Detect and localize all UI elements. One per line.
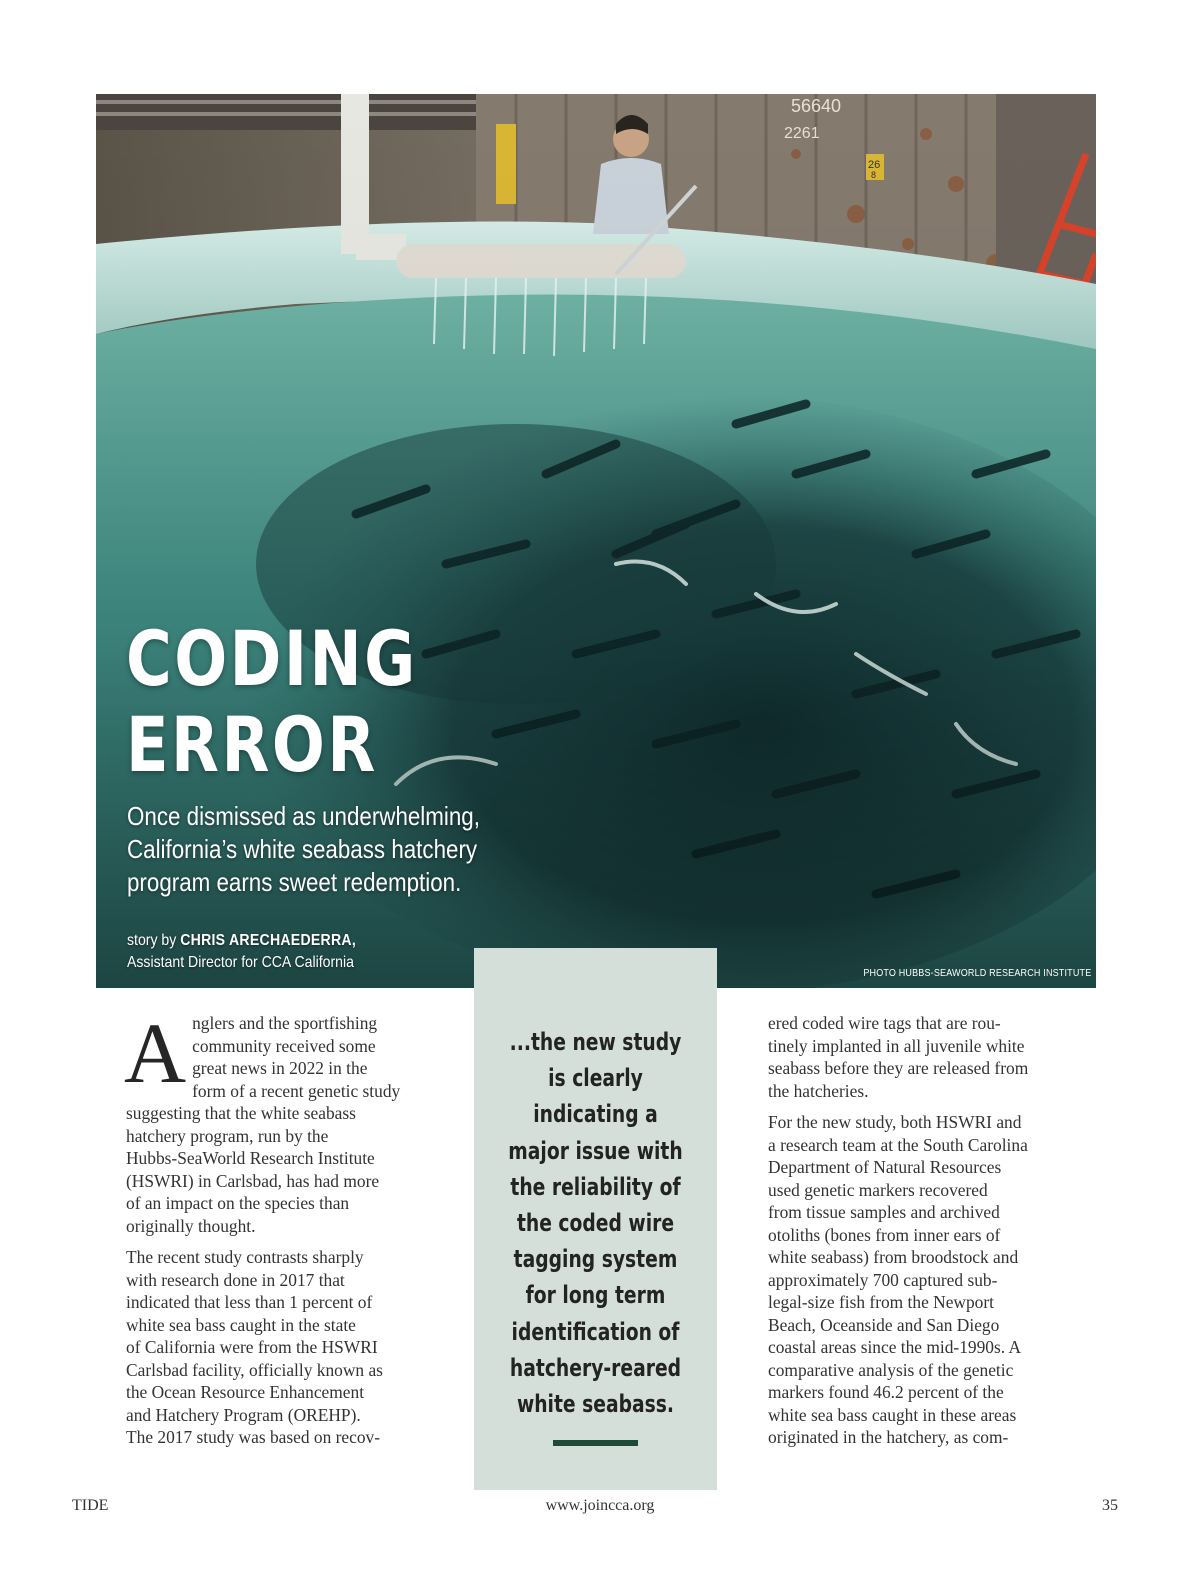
drop-cap: A bbox=[124, 1005, 187, 1101]
byline-author-row bbox=[127, 930, 356, 952]
byline-prefix: story by bbox=[127, 932, 181, 949]
text-line: hatchery program, run by the bbox=[126, 1125, 329, 1146]
text-line: of an impact on the species than bbox=[126, 1193, 350, 1213]
text-line: For the new study, both HSWRI and bbox=[768, 1112, 1022, 1132]
text-line: tinely implanted in all juvenile white bbox=[768, 1035, 1025, 1056]
article-paragraph-2 bbox=[126, 1246, 424, 1449]
article-paragraph-1 bbox=[124, 1005, 424, 1237]
pull-quote-line: white seabass. bbox=[516, 1390, 675, 1419]
text-line: suggesting that the white seabass bbox=[126, 1103, 356, 1123]
text-line: the Ocean Resource Enhancement bbox=[126, 1382, 365, 1402]
page-number: 35 bbox=[1102, 1497, 1118, 1514]
text-line: originated in the hatchery, as com- bbox=[768, 1427, 1009, 1447]
byline-title: Assistant Director for CCA California bbox=[127, 954, 354, 971]
pull-quote-line: identification of bbox=[511, 1317, 680, 1346]
text-line: great news in 2022 in the bbox=[192, 1058, 368, 1078]
pull-quote-line: for long term bbox=[525, 1281, 666, 1310]
text-line: Hubbs-SeaWorld Research Institute bbox=[126, 1148, 375, 1168]
pull-quote-line: is clearly bbox=[548, 1064, 643, 1093]
byline bbox=[127, 930, 356, 974]
text-line: used genetic markers recovered bbox=[768, 1179, 988, 1200]
pull-quote-box bbox=[474, 948, 717, 1490]
text-line: markers found 46.2 percent of the bbox=[768, 1382, 1004, 1402]
text-line: originally thought. bbox=[126, 1215, 256, 1236]
text-line: nglers and the sportfishing bbox=[192, 1013, 378, 1033]
dek-line: California’s white seabass hatchery bbox=[127, 834, 478, 864]
text-line: coastal areas since the mid-1990s. A bbox=[768, 1337, 1022, 1357]
hero-photo bbox=[96, 94, 1096, 988]
text-line: indicated that less than 1 percent of bbox=[126, 1292, 373, 1312]
dek-line: program earns sweet redemption. bbox=[127, 867, 462, 897]
text-line: Department of Natural Resources bbox=[768, 1157, 1002, 1177]
pull-quote bbox=[474, 1024, 717, 1422]
pull-quote-line: ...the new study bbox=[509, 1028, 682, 1056]
text-line: (HSWRI) in Carlsbad, has had more bbox=[126, 1170, 380, 1191]
article-column-left bbox=[124, 1005, 424, 1458]
text-line: and Hatchery Program (OREHP). bbox=[126, 1404, 361, 1425]
text-line: comparative analysis of the genetic bbox=[768, 1359, 1014, 1380]
pull-quote-line: major issue with bbox=[508, 1136, 683, 1165]
text-line: a research team at the South Carolina bbox=[768, 1134, 1028, 1155]
text-line: legal-size fish from the Newport bbox=[768, 1292, 995, 1312]
photo-credit: PHOTO HUBBS-SEAWORLD RESEARCH INSTITUTE bbox=[862, 968, 1091, 979]
text-line: Beach, Oceanside and San Diego bbox=[768, 1314, 1000, 1335]
text-line: Carlsbad facility, officially known as bbox=[126, 1359, 383, 1380]
text-line: with research done in 2017 that bbox=[126, 1269, 345, 1290]
text-line: seabass before they are released from bbox=[768, 1058, 1029, 1078]
text-line: white sea bass caught in these areas bbox=[768, 1404, 1017, 1425]
text-line: white sea bass caught in the state bbox=[126, 1314, 356, 1335]
text-line: form of a recent genetic study bbox=[192, 1080, 401, 1101]
pull-quote-rule bbox=[553, 1440, 638, 1446]
pull-quote-line: tagging system bbox=[513, 1245, 678, 1274]
headline-line-1: CODING bbox=[126, 614, 418, 703]
text-line: approximately 700 captured sub- bbox=[768, 1269, 998, 1290]
text-line: ered coded wire tags that are rou- bbox=[768, 1013, 1001, 1033]
text-line: The 2017 study was based on recov- bbox=[126, 1427, 381, 1447]
headline-line-2: ERROR bbox=[126, 700, 378, 789]
text-line: The recent study contrasts sharply bbox=[126, 1247, 364, 1267]
article-paragraph-4 bbox=[768, 1111, 1066, 1449]
article-paragraph-3 bbox=[768, 1012, 1066, 1102]
text-line: of California were from the HSWRI bbox=[126, 1337, 378, 1357]
article-column-right bbox=[768, 1012, 1066, 1458]
pull-quote-line: the coded wire bbox=[516, 1209, 675, 1238]
text-line: from tissue samples and archived bbox=[768, 1202, 1000, 1222]
article-headline bbox=[126, 616, 418, 788]
text-line: otoliths (bones from inner ears of bbox=[768, 1224, 1001, 1245]
text-line: the hatcheries. bbox=[768, 1080, 869, 1101]
byline-author: CHRIS ARECHAEDERRA, bbox=[180, 932, 357, 949]
footer-magazine-name: TIDE bbox=[72, 1497, 109, 1514]
text-line: white seabass) from broodstock and bbox=[768, 1247, 1019, 1267]
text-line: community received some bbox=[192, 1035, 376, 1056]
pull-quote-line: hatchery-reared bbox=[509, 1353, 682, 1382]
pull-quote-line: indicating a bbox=[533, 1100, 658, 1129]
pull-quote-line: the reliability of bbox=[510, 1172, 681, 1201]
footer-url-link[interactable]: www.joincca.org bbox=[545, 1497, 655, 1514]
dek-line: Once dismissed as underwhelming, bbox=[127, 801, 480, 831]
article-dek bbox=[127, 800, 488, 899]
